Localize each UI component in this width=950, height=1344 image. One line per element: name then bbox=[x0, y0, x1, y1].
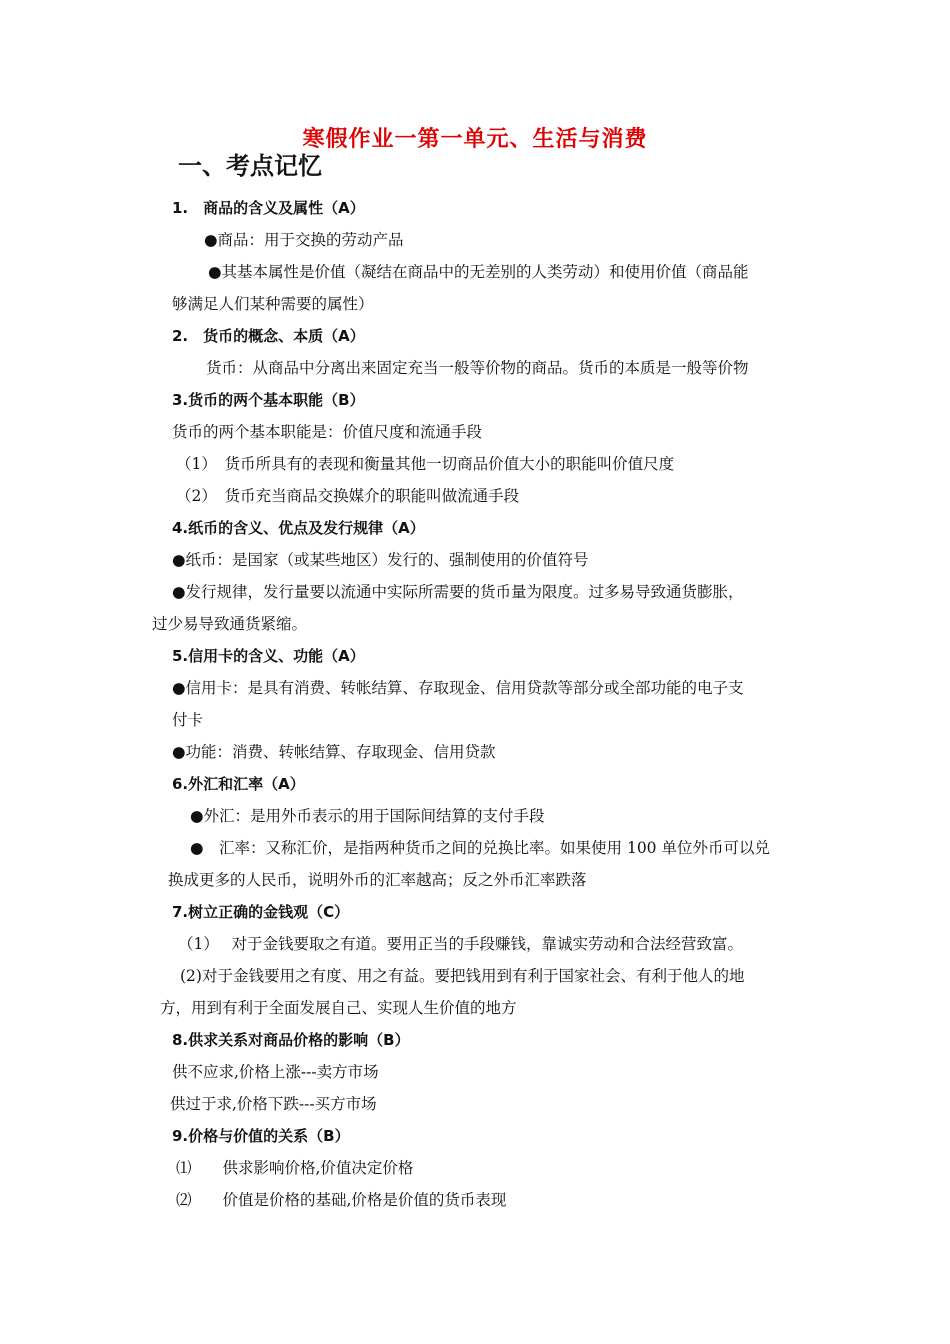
item-heading: 3.货币的两个基本职能（B） bbox=[172, 391, 365, 409]
text-line: 够满足人们某种需要的属性） bbox=[172, 295, 374, 313]
text-line: ●信用卡：是具有消费、转帐结算、存取现金、信用贷款等部分或全部功能的电子支 bbox=[172, 679, 744, 697]
text-line: （2） 货币充当商品交换媒介的职能叫做流通手段 bbox=[176, 487, 520, 505]
text-line: 供不应求,价格上涨---卖方市场 bbox=[172, 1063, 379, 1081]
text-line: ●发行规律，发行量要以流通中实际所需要的货币量为限度。过多易导致通货膨胀， bbox=[172, 583, 744, 601]
text-line: （1） 货币所具有的表现和衡量其他一切商品价值大小的职能叫价值尺度 bbox=[176, 455, 675, 473]
item-heading: 2. 货币的概念、本质（A） bbox=[172, 327, 365, 345]
text-line: ●纸币：是国家（或某些地区）发行的、强制使用的价值符号 bbox=[172, 551, 589, 569]
text-line: ⑴ 供求影响价格,价值决定价格 bbox=[176, 1159, 414, 1177]
text-line: ● 汇率：又称汇价，是指两种货币之间的兑换比率。如果使用 100 单位外币可以兑 bbox=[190, 839, 770, 857]
text-line: ●外汇：是用外币表示的用于国际间结算的支付手段 bbox=[190, 807, 545, 825]
text-line: 付卡 bbox=[172, 711, 204, 729]
text-line: 换成更多的人民币，说明外币的汇率越高；反之外币汇率跌落 bbox=[168, 871, 587, 889]
item-heading: 9.价格与价值的关系（B） bbox=[172, 1127, 350, 1145]
text-line: ⑵ 价值是价格的基础,价格是价值的货币表现 bbox=[176, 1191, 507, 1209]
text-line: ●功能：消费、转帐结算、存取现金、信用贷款 bbox=[172, 743, 496, 761]
text-line: (2)对于金钱要用之有度、用之有益。要把钱用到有利于国家社会、有利于他人的地 bbox=[180, 967, 745, 985]
item-heading: 7.树立正确的金钱观（C） bbox=[172, 903, 350, 921]
document-title: 寒假作业一第一单元、生活与消费 bbox=[302, 127, 648, 152]
item-heading: 8.供求关系对商品价格的影响（B） bbox=[172, 1031, 410, 1049]
text-line: 方，用到有利于全面发展自己、实现人生价值的地方 bbox=[160, 999, 517, 1017]
item-heading: 4.纸币的含义、优点及发行规律（A） bbox=[172, 519, 425, 537]
text-line: 货币的两个基本职能是：价值尺度和流通手段 bbox=[172, 423, 483, 441]
section-heading: 一、考点记忆 bbox=[178, 152, 322, 180]
text-line: 供过于求,价格下跌---买方市场 bbox=[170, 1095, 377, 1113]
text-line: 货币：从商品中分离出来固定充当一般等价物的商品。货币的本质是一般等价物 bbox=[206, 359, 749, 377]
text-line: 过少易导致通货紧缩。 bbox=[152, 615, 308, 633]
item-heading: 6.外汇和汇率（A） bbox=[172, 775, 305, 793]
text-line: （1） 对于金钱要取之有道。要用正当的手段赚钱，靠诚实劳动和合法经营致富。 bbox=[178, 935, 744, 953]
item-heading: 1. 商品的含义及属性（A） bbox=[172, 199, 365, 217]
text-line: ●其基本属性是价值（凝结在商品中的无差别的人类劳动）和使用价值（商品能 bbox=[208, 263, 749, 281]
item-heading: 5.信用卡的含义、功能（A） bbox=[172, 647, 365, 665]
text-line: ●商品：用于交换的劳动产品 bbox=[204, 231, 404, 249]
